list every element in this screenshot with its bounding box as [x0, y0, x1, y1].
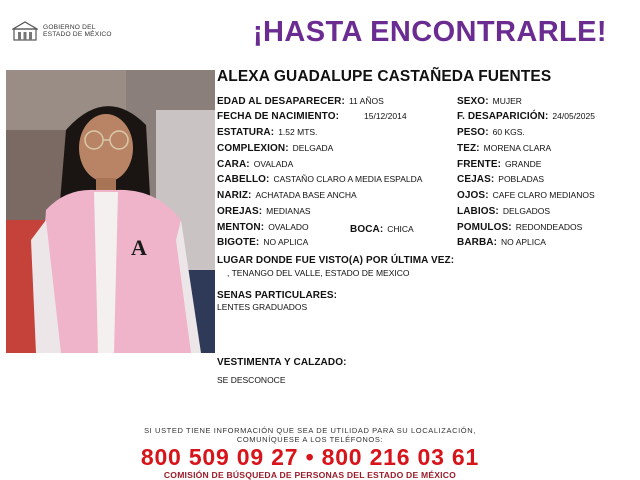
- field-nariz: [217, 190, 357, 201]
- state-emblem-icon: [12, 20, 38, 42]
- last-seen-value: , TENANGO DEL VALLE, ESTADO DE MEXICO: [227, 268, 410, 278]
- commission-name: COMISIÓN DE BÚSQUEDA DE PERSONAS DEL ESTADO DE MÉXICO: [163, 470, 457, 480]
- headline: ¡HASTA ENCONTRARLE!: [253, 16, 607, 48]
- person-name: ALEXA GUADALUPE CASTAÑEDA FUENTES: [217, 68, 552, 85]
- contact-info-line1: SI USTED TIENE INFORMACIÓN QUE SEA DE UTILIDAD PARA SU LOCALIZACIÓN,: [144, 426, 476, 435]
- vestimenta-label: VESTIMENTA Y CALZADO:: [217, 357, 347, 368]
- field-sexo: [457, 96, 522, 107]
- field-label: ESTATURA:: [217, 127, 275, 138]
- gov-line1: GOBIERNO DEL: [43, 23, 96, 31]
- field-fecha-nacimiento: [217, 111, 407, 122]
- field-pomulos: [457, 222, 582, 233]
- field-orejas: [217, 206, 311, 217]
- field-label: CARA:: [217, 159, 250, 170]
- phone-number-2[interactable]: 800 216 03 61: [321, 444, 480, 470]
- field-label: SEXO:: [457, 96, 489, 107]
- field-ojos: [457, 190, 595, 201]
- vestimenta-value: SE DESCONOCE: [217, 375, 286, 385]
- field-frente: [457, 159, 541, 170]
- field-label: NARIZ:: [217, 190, 252, 201]
- senas-particulares-value: LENTES GRADUADOS: [217, 302, 308, 312]
- field-label: PESO:: [457, 127, 489, 138]
- field-value: DELGADOS: [502, 206, 551, 216]
- phone-separator: •: [305, 444, 315, 470]
- field-value: OVALADO: [268, 222, 309, 232]
- field-label: OREJAS:: [217, 206, 263, 217]
- field-value: CASTAÑO CLARO A MEDIA ESPALDA: [273, 174, 423, 184]
- field-value: 1.52 MTS.: [278, 127, 318, 137]
- government-logo: [12, 20, 112, 42]
- field-label: MENTON:: [217, 222, 265, 233]
- field-cabello: [217, 174, 422, 185]
- contact-info-line2: COMUNÍQUESE A LOS TELÉFONOS:: [236, 435, 384, 444]
- field-label: LABIOS:: [457, 206, 499, 217]
- svg-text:A: A: [131, 235, 147, 260]
- phone-number-1[interactable]: 800 509 09 27: [140, 444, 299, 470]
- field-value: REDONDEADOS: [515, 222, 583, 232]
- field-cejas: [457, 174, 544, 185]
- field-label: FRENTE:: [457, 159, 502, 170]
- field-boca: [350, 224, 414, 235]
- field-barba: [457, 237, 546, 248]
- field-label: EDAD AL DESAPARECER:: [217, 96, 345, 107]
- field-value: NO APLICA: [263, 237, 309, 247]
- field-cara: [217, 159, 293, 170]
- field-value: NO APLICA: [501, 237, 546, 247]
- missing-person-photo: [6, 70, 215, 353]
- field-label: COMPLEXION:: [217, 143, 289, 154]
- field-peso: [457, 127, 525, 138]
- field-value: MEDIANAS: [266, 206, 311, 216]
- field-label: CABELLO:: [217, 174, 270, 185]
- field-value: 15/12/2014: [364, 111, 407, 121]
- person-photo-icon: [6, 70, 215, 353]
- field-tez: [457, 143, 551, 154]
- field-value: OVALADA: [253, 159, 294, 169]
- field-label: F. DESAPARICIÓN:: [457, 111, 549, 122]
- field-menton: [217, 222, 309, 233]
- field-value: GRANDE: [505, 159, 542, 169]
- field-label: POMULOS:: [457, 222, 512, 233]
- field-complexion: [217, 143, 333, 154]
- field-value: CAFE CLARO MEDIANOS: [492, 190, 595, 200]
- field-value: MORENA CLARA: [483, 143, 552, 153]
- field-value: 60 KGS.: [492, 127, 525, 137]
- field-value: ACHATADA BASE ANCHA: [255, 190, 357, 200]
- field-value: 11 AÑOS: [348, 96, 384, 106]
- last-seen-label: LUGAR DONDE FUE VISTO(A) POR ÚLTIMA VEZ:: [217, 255, 455, 266]
- field-label: FECHA DE NACIMIENTO:: [217, 111, 339, 122]
- phone-numbers: [0, 444, 620, 471]
- field-estatura: [217, 127, 317, 138]
- gov-line2: ESTADO DE MÉXICO: [43, 31, 112, 38]
- field-value: DELGADA: [292, 143, 334, 153]
- field-labios: [457, 206, 550, 217]
- field-label: OJOS:: [457, 190, 489, 201]
- field-fecha-desaparicion: [457, 111, 595, 122]
- field-label: CEJAS:: [457, 174, 495, 185]
- field-value: POBLADAS: [498, 174, 545, 184]
- government-name: [43, 24, 112, 39]
- field-label: BOCA:: [350, 224, 384, 235]
- senas-particulares-label: SENAS PARTICULARES:: [217, 290, 338, 301]
- contact-info-text: [0, 426, 620, 444]
- field-label: BIGOTE:: [217, 237, 260, 248]
- field-bigote: [217, 237, 308, 248]
- field-value: MUJER: [492, 96, 522, 106]
- field-label: TEZ:: [457, 143, 480, 154]
- field-edad: [217, 96, 384, 107]
- field-value: 24/05/2025: [552, 111, 595, 121]
- field-value: CHICA: [387, 224, 414, 234]
- field-label: BARBA:: [457, 237, 498, 248]
